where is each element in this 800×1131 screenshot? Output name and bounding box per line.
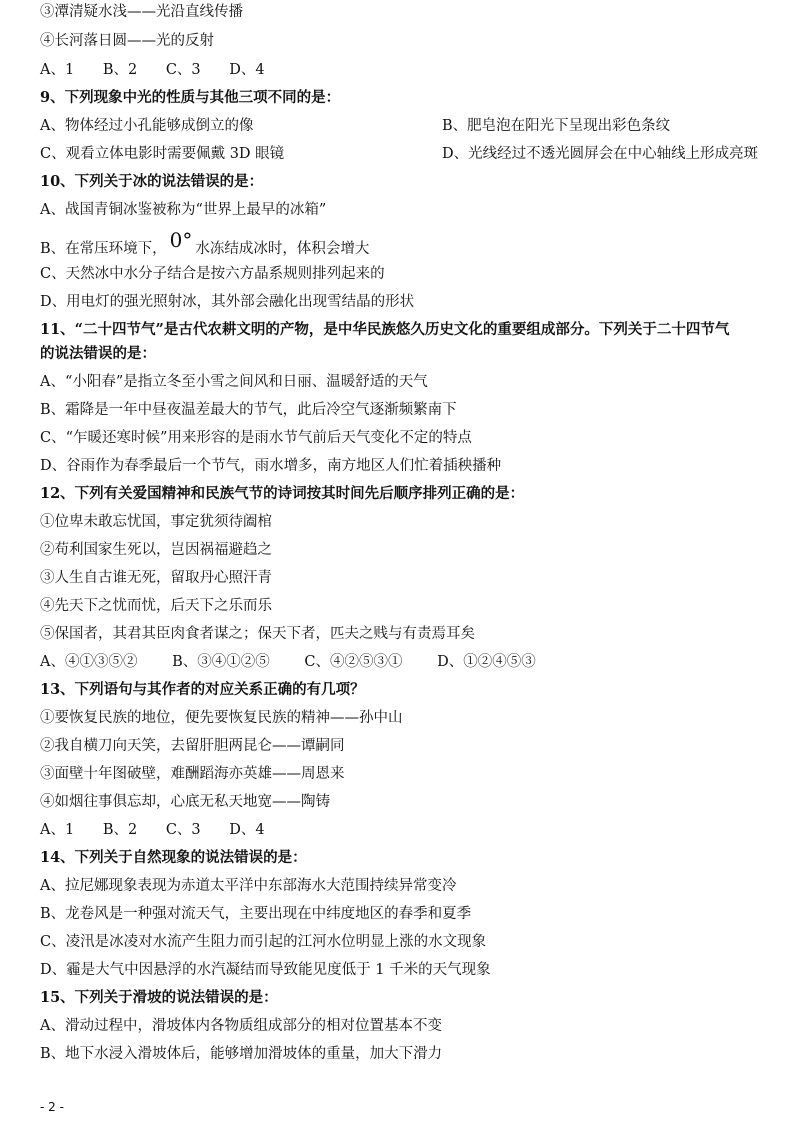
q12-item-4: ④先天下之忧而忧，后天下之乐而乐: [40, 598, 272, 614]
q12-option-b[interactable]: B、③④①②⑤: [172, 654, 270, 670]
q10-option-d[interactable]: D、用电灯的强光照射冰，其外部会融化出现雪结晶的形状: [40, 294, 415, 310]
q8-option-c[interactable]: C、3: [165, 62, 201, 78]
q10-option-b-prefix: B、在常压环境下，: [40, 241, 167, 257]
q11-option-d[interactable]: D、谷雨作为春季最后一个节气，雨水增多，南方地区人们忙着插秧播种: [40, 458, 502, 474]
q9-option-c[interactable]: C、观看立体电影时需要佩戴 3D 眼镜: [40, 146, 285, 162]
q11-option-a[interactable]: A、“小阳春”是指立冬至小雪之间风和日丽、温暖舒适的天气: [40, 374, 428, 390]
q9-row-ab: [40, 116, 770, 136]
q12-item-5: ⑤保国者，其君其臣肉食者谋之；保天下者，匹夫之贱与有责焉耳矣: [40, 626, 475, 642]
q11-stem-line-1: 11、“二十四节气”是古代农耕文明的产物，是中华民族悠久历史文化的重要组成部分。下列关于二十四节气: [40, 321, 730, 338]
q9-row-cd: [40, 144, 770, 164]
q12-option-a[interactable]: A、④①③⑤②: [40, 654, 138, 670]
q14-option-a[interactable]: A、拉尼娜现象表现为赤道太平洋中东部海水大范围持续异常变冷: [40, 878, 457, 894]
q13-option-b[interactable]: B、2: [102, 822, 138, 838]
q15-option-b[interactable]: B、地下水浸入滑坡体后，能够增加滑坡体的重量，加大下滑力: [40, 1046, 443, 1062]
q13-option-d[interactable]: D、4: [229, 822, 265, 838]
q15-stem: 15、下列关于滑坡的说法错误的是：: [40, 989, 278, 1006]
q13-option-c[interactable]: C、3: [165, 822, 201, 838]
q10-stem: 10、下列关于冰的说法错误的是：: [40, 173, 264, 190]
q12-item-3: ③人生自古谁无死，留取丹心照汗青: [40, 570, 272, 586]
q10-option-c[interactable]: C、天然冰中水分子结合是按六方晶系规则排列起来的: [40, 266, 385, 282]
q8-option-d[interactable]: D、4: [229, 62, 265, 78]
q10-option-b[interactable]: [40, 228, 770, 259]
q12-item-2: ②苟利国家生死以，岂因祸福避趋之: [40, 542, 272, 558]
q8-options: [40, 60, 770, 80]
q12-option-d[interactable]: D、①②④⑤③: [437, 654, 536, 670]
q13-stem: 13、下列语句与其作者的对应关系正确的有几项？: [40, 681, 365, 698]
q12-option-c[interactable]: C、④②⑤③①: [304, 654, 403, 670]
q11-option-b[interactable]: B、霜降是一年中昼夜温差最大的节气，此后冷空气逐渐频繁南下: [40, 402, 457, 418]
q14-option-c[interactable]: C、凌汛是冰凌对水流产生阻力而引起的江河水位明显上涨的水文现象: [40, 934, 487, 950]
q14-option-d[interactable]: D、霾是大气中因悬浮的水汽凝结而导致能见度低于 1 千米的天气现象: [40, 962, 491, 978]
q11-stem-line-2: 的说法错误的是：: [40, 345, 156, 362]
q12-options: [40, 652, 770, 672]
q14-stem: 14、下列关于自然现象的说法错误的是：: [40, 849, 307, 866]
page-number: - 2 -: [40, 1100, 64, 1114]
q10-option-b-suffix: 水冻结成冰时，体积会增大: [195, 241, 370, 257]
q12-stem: 12、下列有关爱国精神和民族气节的诗词按其时间先后顺序排列正确的是：: [40, 485, 525, 502]
q13-item-3: ③面壁十年图破壁，难酬蹈海亦英雄——周恩来: [40, 766, 345, 782]
q8-option-b[interactable]: B、2: [102, 62, 138, 78]
q8-item-4: ④长河落日圆——光的反射: [40, 33, 214, 49]
q8-item-3: ③潭清疑水浅——光沿直线传播: [40, 4, 243, 20]
q9-stem: 9、下列现象中光的性质与其他三项不同的是：: [40, 89, 341, 106]
q15-option-a[interactable]: A、滑动过程中，滑坡体内各物质组成部分的相对位置基本不变: [40, 1018, 442, 1034]
q13-option-a[interactable]: A、1: [40, 822, 75, 838]
q13-item-1: ①要恢复民族的地位，便先要恢复民族的精神——孙中山: [40, 710, 403, 726]
q13-item-4: ④如烟往事俱忘却，心底无私天地宽——陶铸: [40, 794, 330, 810]
q9-option-d[interactable]: D、光线经过不透光圆屏会在中心轴线上形成亮斑: [442, 146, 759, 162]
q10-option-a[interactable]: A、战国青铜冰鉴被称为“世界上最早的冰箱”: [40, 202, 327, 218]
q13-item-2: ②我自横刀向天笑，去留肝胆两昆仑——谭嗣同: [40, 738, 345, 754]
q13-options: [40, 820, 770, 840]
zero-degree-symbol: 0°: [169, 228, 193, 252]
q12-item-1: ①位卑未敢忘忧国，事定犹须待阖棺: [40, 514, 272, 530]
q14-option-b[interactable]: B、龙卷风是一种强对流天气，主要出现在中纬度地区的春季和夏季: [40, 906, 472, 922]
q11-option-c[interactable]: C、“乍暖还寒时候”用来形容的是雨水节气前后天气变化不定的特点: [40, 430, 472, 446]
q9-option-a[interactable]: A、物体经过小孔能够成倒立的像: [40, 118, 254, 134]
q9-option-b[interactable]: B、肥皂泡在阳光下呈现出彩色条纹: [442, 118, 671, 134]
q8-option-a[interactable]: A、1: [40, 62, 75, 78]
